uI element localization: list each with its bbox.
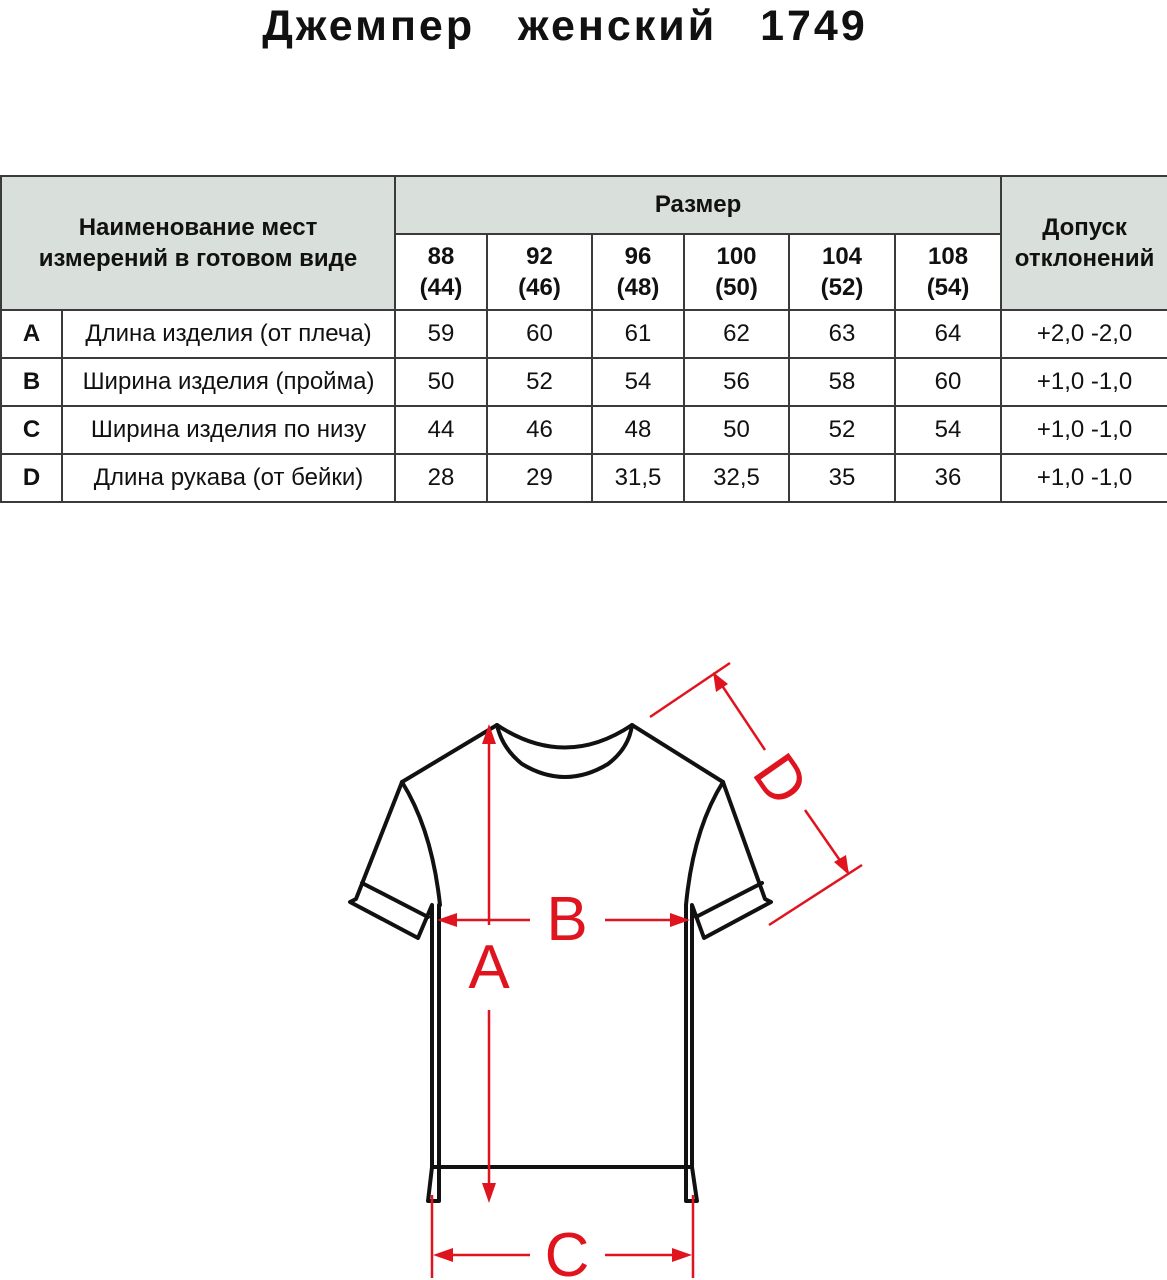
table-cell: 32,5 [684, 454, 789, 502]
table-cell: 28 [395, 454, 487, 502]
size-value: 104 [821, 243, 863, 270]
tolerance-cell: +1,0 -1,0 [1001, 358, 1167, 406]
measurement-name-header-line1: Наименование мест [78, 214, 318, 241]
table-cell: 50 [684, 406, 789, 454]
size-column-header [789, 234, 895, 310]
size-value: 92 [526, 243, 553, 270]
row-letter: B [1, 358, 62, 406]
garment-measurement-diagram [0, 600, 1167, 1280]
measure-a-label: A [468, 933, 510, 1002]
measure-a-arrow-bottom [482, 1183, 496, 1203]
measure-c-label: C [544, 1221, 590, 1280]
table-cell: 52 [487, 358, 592, 406]
size-column-header [592, 234, 684, 310]
measure-d-label: D [739, 741, 822, 818]
table-cell: 46 [487, 406, 592, 454]
row-name: Ширина изделия по низу [62, 406, 395, 454]
size-value: 108 [928, 243, 969, 270]
measure-d-arrow-bottom [834, 855, 849, 875]
table-cell: 60 [487, 310, 592, 358]
tolerance-header-line1: Допуск [1042, 214, 1127, 241]
table-cell: 35 [789, 454, 895, 502]
size-ru-value: (52) [820, 274, 864, 301]
size-ru-value: (46) [518, 274, 561, 301]
tolerance-header [1001, 176, 1167, 310]
table-cell: 63 [789, 310, 895, 358]
table-cell: 56 [684, 358, 789, 406]
table-row [1, 454, 1167, 502]
row-name: Длина изделия (от плеча) [62, 310, 395, 358]
tolerance-cell: +1,0 -1,0 [1001, 406, 1167, 454]
table-cell: 59 [395, 310, 487, 358]
size-column-header [895, 234, 1001, 310]
table-cell: 61 [592, 310, 684, 358]
table-row [1, 406, 1167, 454]
size-ru-value: (44) [419, 274, 463, 301]
size-ru-value: (54) [926, 274, 970, 301]
size-column-header [487, 234, 592, 310]
tolerance-cell: +2,0 -2,0 [1001, 310, 1167, 358]
table-cell: 29 [487, 454, 592, 502]
table-cell: 54 [895, 406, 1001, 454]
measure-c-arrow-left [433, 1248, 453, 1262]
table-cell: 62 [684, 310, 789, 358]
table-cell: 54 [592, 358, 684, 406]
table-cell: 48 [592, 406, 684, 454]
row-name: Ширина изделия (пройма) [62, 358, 395, 406]
size-table [0, 175, 1167, 503]
size-ru-value: (50) [715, 274, 758, 301]
table-cell: 31,5 [592, 454, 684, 502]
table-cell: 44 [395, 406, 487, 454]
table-cell: 64 [895, 310, 1001, 358]
measurement-labels [468, 742, 821, 1280]
page-title: Джемпер женский 1749 [262, 2, 868, 50]
tolerance-header-line2: отклонений [1014, 245, 1155, 272]
table-cell: 50 [395, 358, 487, 406]
table-row [1, 310, 1167, 358]
table-cell: 36 [895, 454, 1001, 502]
row-letter: D [1, 454, 62, 502]
tolerance-cell: +1,0 -1,0 [1001, 454, 1167, 502]
row-letter: A [1, 310, 62, 358]
size-value: 100 [716, 243, 757, 270]
measurement-name-header-line2: измерений в готовом виде [38, 245, 358, 272]
table-cell: 52 [789, 406, 895, 454]
measurement-name-header [1, 176, 395, 310]
row-letter: C [1, 406, 62, 454]
size-value: 88 [427, 243, 455, 270]
size-column-header [684, 234, 789, 310]
table-cell: 58 [789, 358, 895, 406]
tshirt-outline [350, 725, 771, 1201]
table-row [1, 358, 1167, 406]
measure-c-arrow-right [672, 1248, 692, 1262]
size-header: Размер [395, 176, 1001, 234]
table-cell: 60 [895, 358, 1001, 406]
row-name: Длина рукава (от бейки) [62, 454, 395, 502]
size-column-header [395, 234, 487, 310]
size-value: 96 [624, 243, 652, 270]
measure-b-label: B [546, 885, 588, 954]
size-ru-value: (48) [616, 274, 660, 301]
